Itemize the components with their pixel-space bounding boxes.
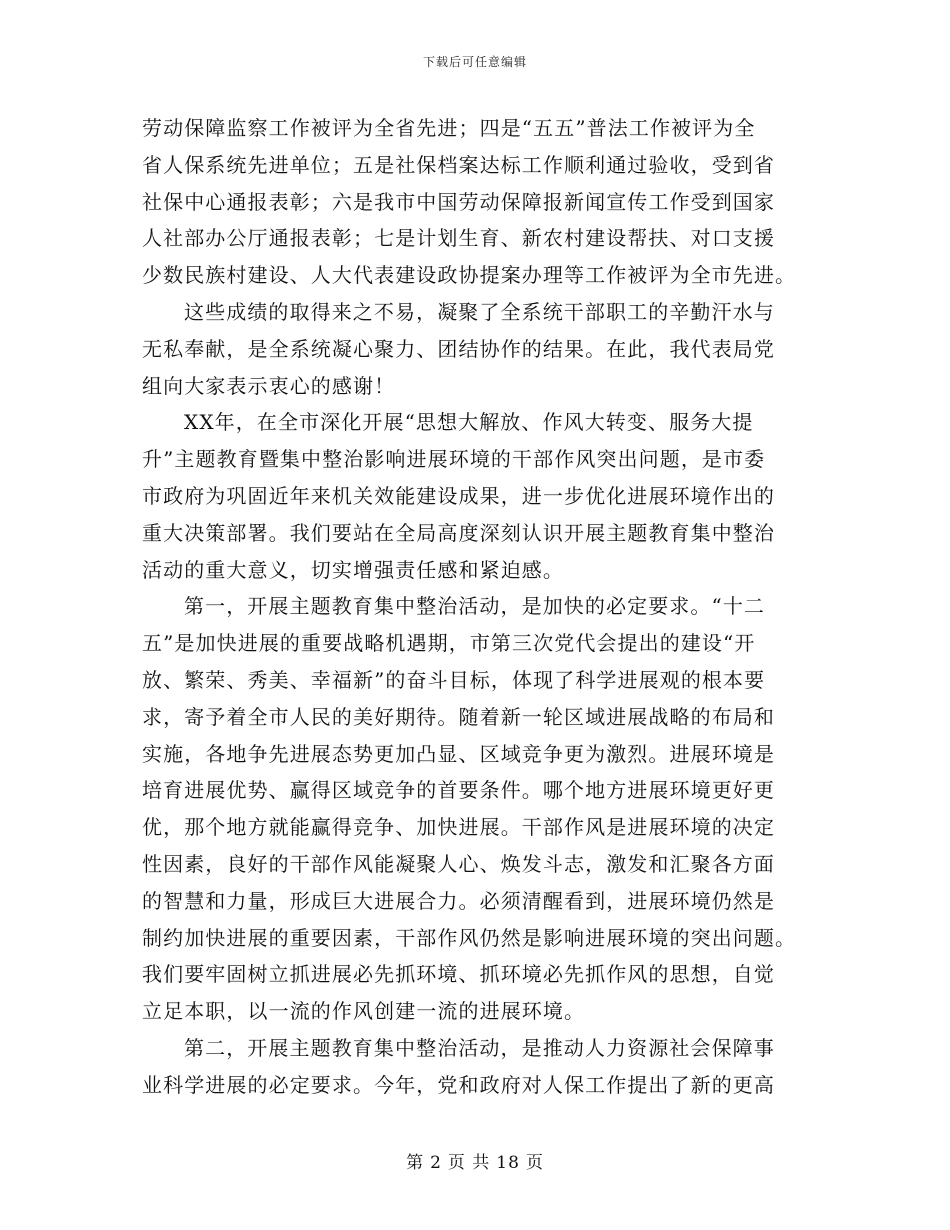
text-line: 第二，开展主题教育集中整治活动，是推动人力资源社会保障事 bbox=[184, 1035, 775, 1060]
text-line: 制约加快进展的重要因素，干部作风仍然是影响进展环境的突出问题。 bbox=[142, 925, 797, 950]
text-line: 五”是加快进展的重要战略机遇期，市第三次党代会提出的建设“开 bbox=[142, 631, 756, 656]
text-line: 实施，各地争先进展态势更加凸显、区域竞争更为激烈。进展环境是 bbox=[142, 741, 775, 766]
text-line: 活动的重大意义，切实增强责任感和紧迫感。 bbox=[142, 557, 564, 582]
paragraph bbox=[142, 404, 807, 588]
text-line: 优，那个地方就能赢得竞争、加快进展。干部作风是进展环境的决定 bbox=[142, 815, 775, 840]
paragraph bbox=[142, 110, 807, 294]
text-line: 升”主题教育暨集中整治影响进展环境的干部作风突出问题，是市委 bbox=[142, 447, 766, 472]
text-line: 立足本职，以一流的作风创建一流的进展环境。 bbox=[142, 999, 586, 1024]
paragraph bbox=[142, 294, 807, 404]
text-line: 培育进展优势、赢得区域竞争的首要条件。哪个地方进展环境更好更 bbox=[142, 778, 775, 803]
text-line: 这些成绩的取得来之不易，凝聚了全系统干部职工的辛勤汗水与 bbox=[184, 299, 775, 324]
text-line: 少数民族村建设、人大代表建设政协提案办理等工作被评为全市先进。 bbox=[142, 263, 797, 288]
footer-middle: 页 共 bbox=[447, 1153, 491, 1173]
text-line: 的智慧和力量，形成巨大进展合力。必须清醒看到，进展环境仍然是 bbox=[142, 888, 775, 913]
total-pages: 18 bbox=[496, 1153, 520, 1173]
footer-prefix: 第 bbox=[406, 1153, 425, 1173]
page-number: 2 bbox=[430, 1153, 442, 1173]
text-line: 无私奉献，是全系统凝心聚力、团结协作的结果。在此，我代表局党 bbox=[142, 336, 775, 361]
text-line: 重大决策部署。我们要站在全局高度深刻认识开展主题教育集中整治 bbox=[142, 520, 775, 545]
text-line: 省人保系统先进单位；五是社保档案达标工作顺利通过验收，受到省 bbox=[142, 152, 775, 177]
text-line: 业科学进展的必定要求。今年，党和政府对人保工作提出了新的更高 bbox=[142, 1072, 775, 1097]
page-footer bbox=[0, 1148, 950, 1173]
text-line: 组向大家表示衷心的感谢！ bbox=[142, 373, 396, 398]
text-line: 劳动保障监察工作被评为全省先进；四是“五五”普法工作被评为全 bbox=[142, 116, 756, 140]
text-line: XX年，在全市深化开展“思想大解放、作风大转变、服务大提 bbox=[184, 410, 754, 435]
text-line: 市政府为巩固近年来机关效能建设成果，进一步优化进展环境作出的 bbox=[142, 483, 775, 508]
text-line: 社保中心通报表彰；六是我市中国劳动保障报新闻宣传工作受到国家 bbox=[142, 189, 775, 214]
text-line: 第一，开展主题教育集中整治活动，是加快的必定要求。“十二 bbox=[184, 594, 766, 619]
text-line: 求，寄予着全市人民的美好期待。随着新一轮区域进展战略的布局和 bbox=[142, 704, 775, 729]
footer-suffix: 页 bbox=[525, 1153, 544, 1173]
paragraph bbox=[142, 588, 807, 1030]
document-body bbox=[142, 110, 807, 1104]
text-line: 性因素，良好的干部作风能凝聚人心、焕发斗志，激发和汇聚各方面 bbox=[142, 851, 775, 876]
paragraph bbox=[142, 1030, 807, 1104]
text-line: 人社部办公厅通报表彰；七是计划生育、新农村建设帮扶、对口支援 bbox=[142, 226, 775, 251]
text-line: 放、繁荣、秀美、幸福新”的奋斗目标，体现了科学进展观的根本要 bbox=[142, 667, 766, 692]
text-line: 我们要牢固树立抓进展必先抓环境、抓环境必先抓作风的思想，自觉 bbox=[142, 962, 775, 987]
page-header: 下载后可任意编辑 bbox=[422, 55, 527, 69]
